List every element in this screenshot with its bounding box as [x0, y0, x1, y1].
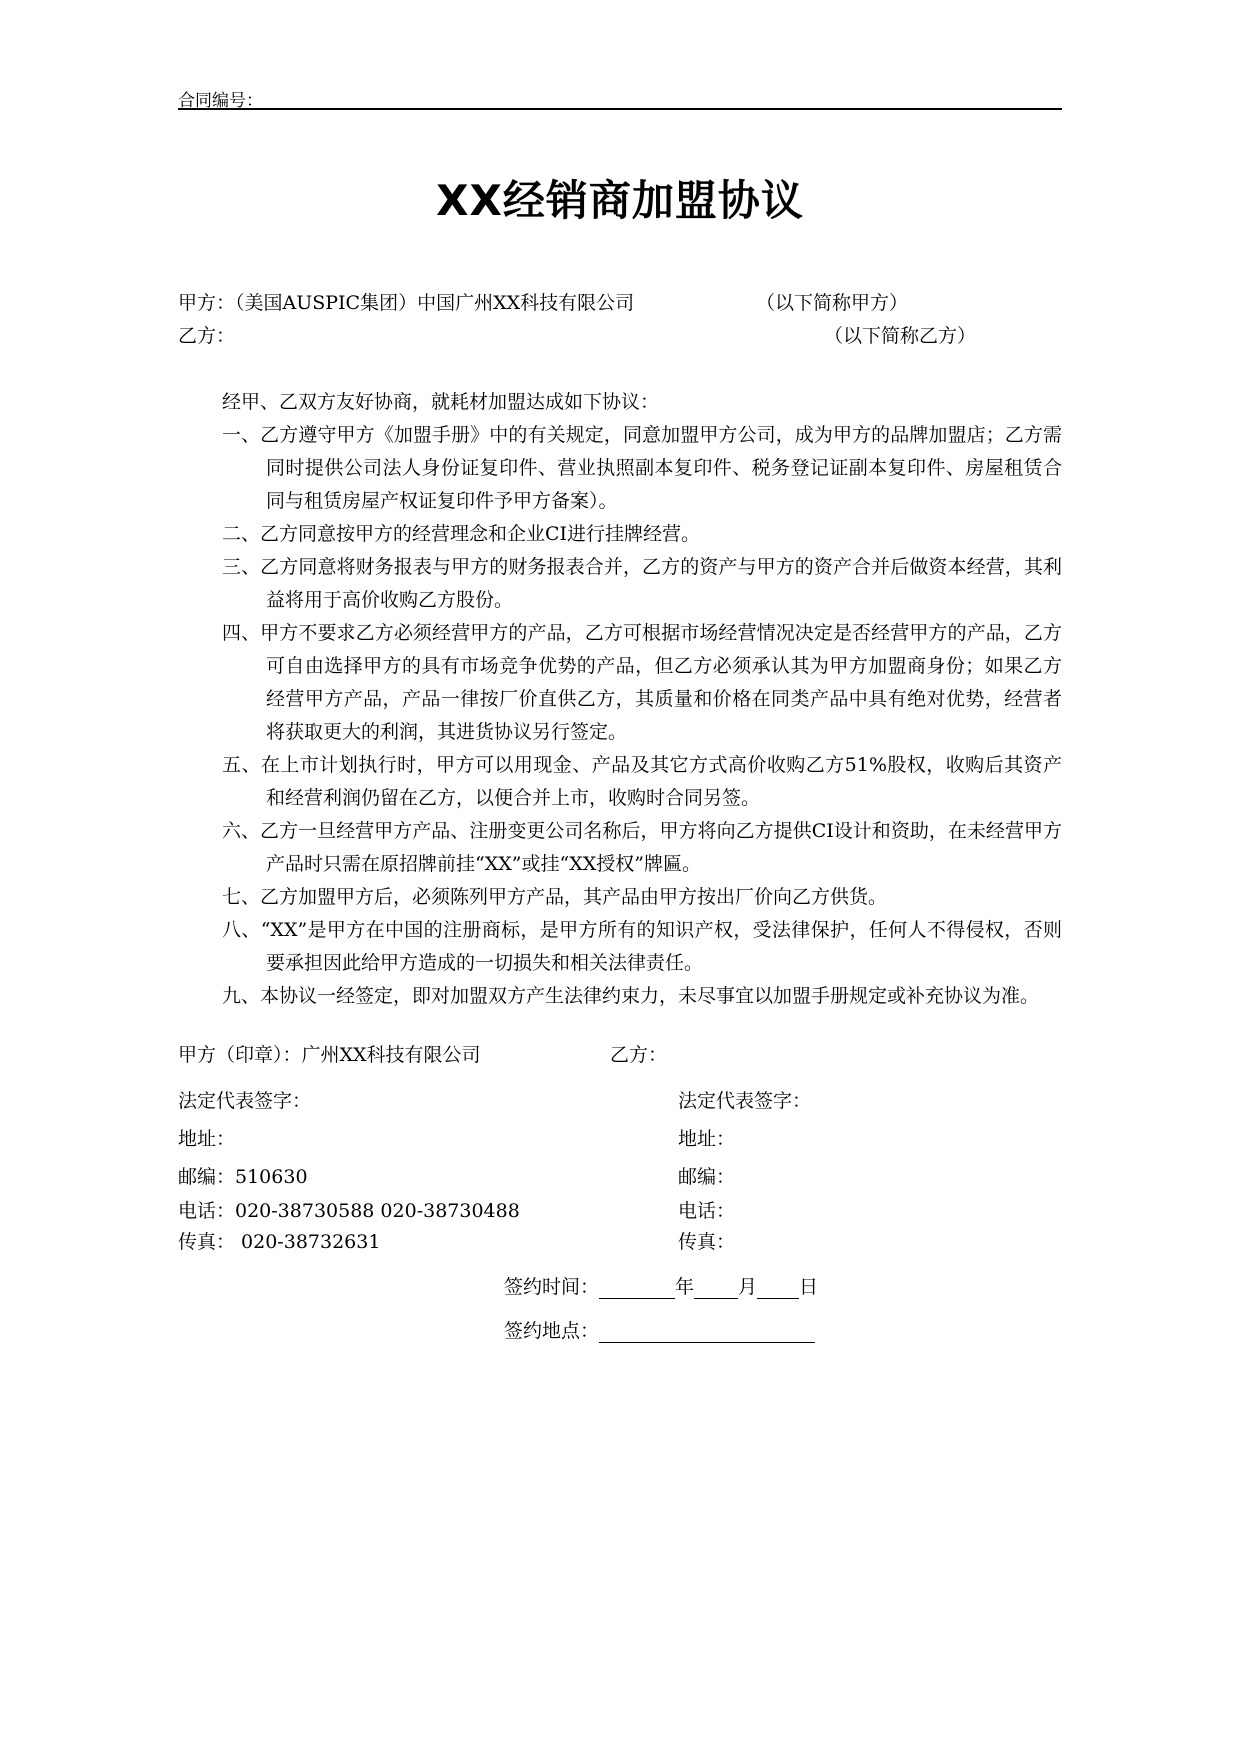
party-a-address: 地址：: [178, 1128, 236, 1150]
party-b-postcode: 邮编：: [678, 1166, 736, 1188]
document-title: XX经销商加盟协议: [436, 176, 804, 225]
clause-9: 九、本协议一经签定，即对加盟双方产生法律约束力，未尽事宜以加盟手册规定或补充协议为准。: [222, 985, 1040, 1007]
clause-1: 一、乙方遵守甲方《加盟手册》中的有关规定，同意加盟甲方公司，成为甲方的品牌加盟店；乙方需同时提供公司法人身份证复印件、营业执照副本复印件、税务登记证副本复印件、房屋租赁合同与租赁房屋产权证复印件予甲方备案）。: [222, 424, 1062, 512]
signing-year-label: 年: [675, 1276, 695, 1298]
signing-place: [504, 1316, 815, 1343]
party-b-alias: （以下简称乙方）: [824, 325, 977, 347]
party-b-seal: 乙方：: [610, 1044, 668, 1066]
party-a-phone: 电话：020-38730588 020-38730488: [178, 1200, 520, 1222]
clause-5: 五、在上市计划执行时，甲方可以用现金、产品及其它方式高价收购乙方51%股权，收购后其资产和经营利润仍留在乙方，以便合并上市，收购时合同另签。: [222, 754, 1062, 809]
party-b-fax: 传真：: [678, 1231, 736, 1253]
party-a-alias: （以下简称甲方）: [756, 292, 909, 314]
clause-4: 四、甲方不要求乙方必须经营甲方的产品，乙方可根据市场经营情况决定是否经营甲方的产品，乙方可自由选择甲方的具有市场竞争优势的产品，但乙方必须承认其为甲方加盟商身份；如果乙方经营甲方产品，产品一律按厂价直供乙方，其质量和价格在同类产品中具有绝对优势，经营者将获取更大的利润，其进货协议另行签定。: [222, 622, 1062, 743]
agreement-intro: 经甲、乙双方友好协商，就耗材加盟达成如下协议：: [222, 391, 660, 413]
party-a-line: 甲方：（美国AUSPIC集团）中国广州XX科技有限公司: [178, 292, 635, 314]
clause-2: 二、乙方同意按甲方的经营理念和企业CI进行挂牌经营。: [222, 523, 701, 545]
signing-place-blank: [599, 1320, 815, 1343]
signing-day-label: 日: [799, 1276, 819, 1298]
signing-month-label: 月: [738, 1276, 758, 1298]
clause-3: 三、乙方同意将财务报表与甲方的财务报表合并，乙方的资产与甲方的资产合并后做资本经营，其利益将用于高价收购乙方股份。: [222, 556, 1062, 611]
clause-8: 八、“XX”是甲方在中国的注册商标，是甲方所有的知识产权，受法律保护，任何人不得侵权，否则要承担因此给甲方造成的一切损失和相关法律责任。: [222, 919, 1062, 974]
signing-year-blank: [599, 1276, 675, 1299]
signing-day-blank: [757, 1276, 799, 1299]
party-b-rep-signature: 法定代表签字：: [678, 1090, 812, 1112]
signing-time-label: 签约时间：: [504, 1276, 600, 1298]
signing-month-blank: [694, 1276, 738, 1299]
header-divider: [178, 108, 1062, 110]
party-b-phone: 电话：: [678, 1200, 736, 1222]
party-a-postcode: 邮编：510630: [178, 1166, 308, 1188]
signing-place-label: 签约地点：: [504, 1320, 600, 1342]
party-a-seal: 甲方（印章）：广州XX科技有限公司: [178, 1044, 481, 1066]
party-b-line: 乙方：: [178, 325, 236, 347]
signing-time: [504, 1272, 818, 1299]
party-a-fax: 传真： 020-38732631: [178, 1231, 381, 1253]
party-a-rep-signature: 法定代表签字：: [178, 1090, 312, 1112]
clause-7: 七、乙方加盟甲方后，必须陈列甲方产品，其产品由甲方按出厂价向乙方供货。: [222, 886, 888, 908]
contract-number-label: 合同编号：: [178, 91, 263, 111]
agreement-body: [178, 386, 1062, 1013]
clause-6: 六、乙方一旦经营甲方产品、注册变更公司名称后，甲方将向乙方提供CI设计和资助，在未经营甲方产品时只需在原招牌前挂“XX”或挂“XX授权”牌匾。: [222, 820, 1062, 875]
party-b-address: 地址：: [678, 1128, 736, 1150]
